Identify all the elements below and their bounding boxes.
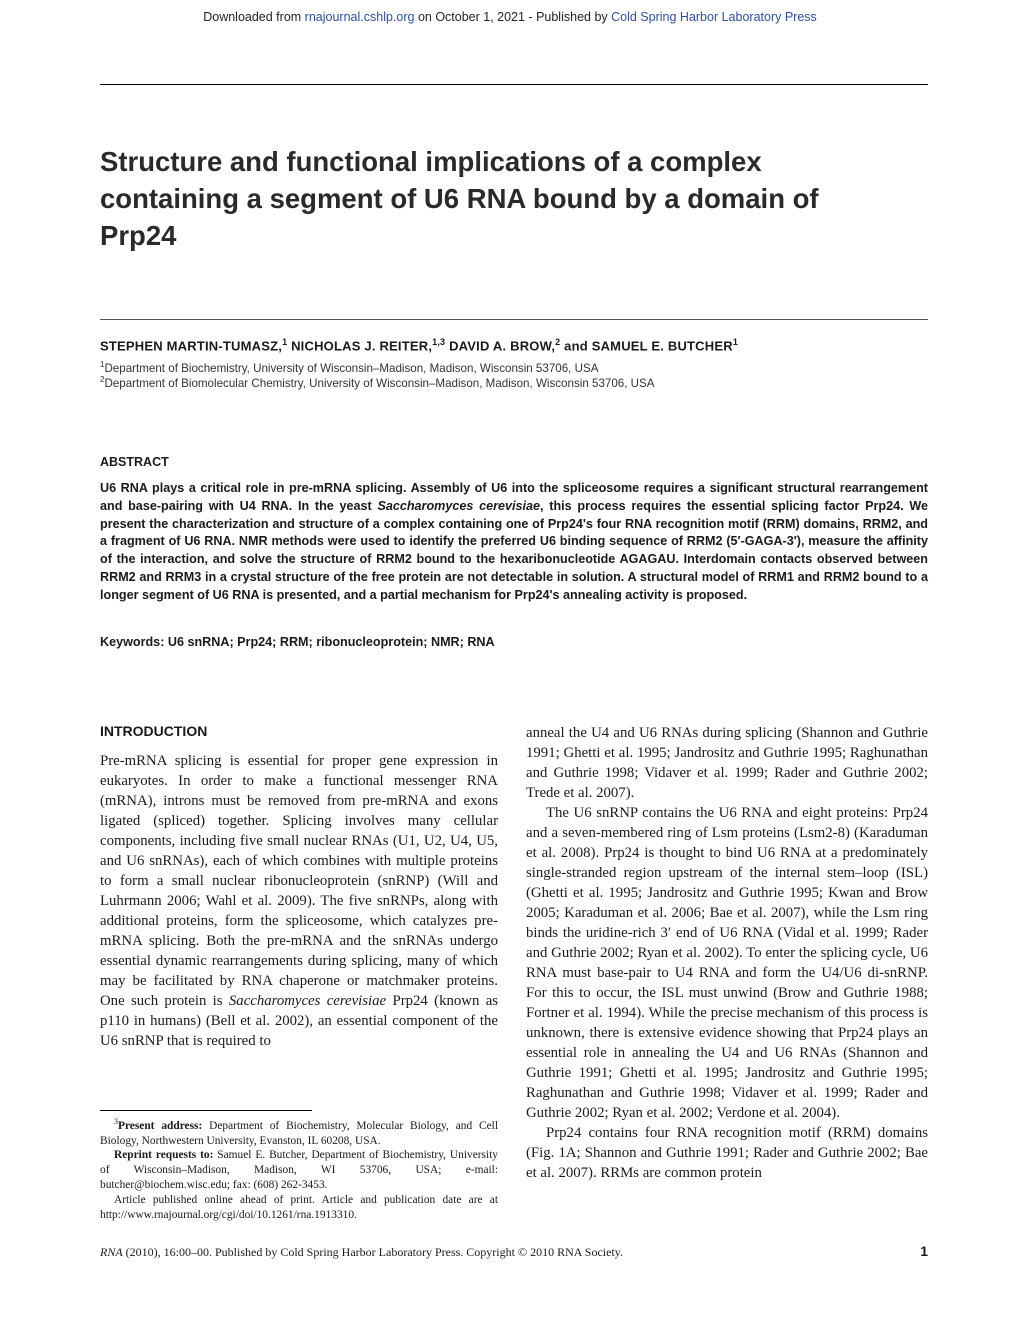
footnotes — [100, 1115, 498, 1222]
abstract-text: , this process requires the essential splicing factor Prp24. We present the characterization and structure of a complex containing one of Prp24's four RNA recognition motif (RRM) domains, RRM2, and a fragment of U6 RNA. NMR methods were used to identify the preferred U6 binding sequence of RRM2 (5′-GAGA-3′), measure the affinity of the interaction, and solve the structure of RRM2 bound to the hexaribonucleotide AGAGAU. Interdomain contacts observed between RRM2 and RRM3 in a crystal structure of the free protein are not detectable in solution. A structural model of RRM1 and RRM2 bound to a longer segment of U6 RNA is presented, and a partial mechanism for Prp24's annealing activity is proposed. — [100, 498, 928, 602]
publisher-link[interactable]: Cold Spring Harbor Laboratory Press — [611, 10, 817, 24]
paragraph-text: Prp24 (known as p110 in humans) (Bell et al. 2002), an essential component of the U6 snRNP that is required to — [100, 993, 499, 1049]
keywords — [100, 635, 928, 649]
introduction-heading: INTRODUCTION — [100, 723, 208, 739]
footnote-reprint — [100, 1148, 498, 1192]
species-name: Saccharomyces cerevisiae — [228, 993, 387, 1009]
left-column — [100, 751, 498, 1051]
affiliation-mark: 2 — [100, 375, 105, 384]
top-divider — [100, 84, 928, 85]
author-affiliation-mark: 1,3 — [432, 337, 446, 347]
author-name: STEPHEN MARTIN-TUMASZ, — [100, 338, 283, 354]
keywords-text: U6 snRNA; Prp24; RRM; ribonucleoprotein; NMR; RNA — [164, 635, 495, 649]
author-list — [100, 337, 928, 353]
footnote-label: Present address: — [118, 1119, 203, 1132]
citation-text: (2010), 16:00–00. Published by Cold Spring Harbor Laboratory Press. Copyright © 2010 RNA Society. — [122, 1245, 623, 1259]
author-name: DAVID A. BROW, — [445, 338, 556, 354]
footnote-divider — [100, 1110, 312, 1111]
body-paragraph — [100, 751, 498, 1051]
affiliation-mark: 1 — [100, 360, 105, 369]
footnote-text: Department of Biochemistry, Molecular Biology, and Cell Biology, Northwestern University, Evanston, IL 60208, USA. — [100, 1119, 498, 1147]
author-affiliation-mark: 2 — [555, 337, 561, 347]
paragraph-text: Pre-mRNA splicing is essential for proper gene expression in eukaryotes. In order to make a functional messenger RNA (mRNA), introns must be removed from pre-mRNA and exons ligated (spliced) together. Splicing involves many cellular components, including five small nuclear RNAs (U1, U2, U4, U5, and U6 snRNAs), each of which combines with multiple proteins to form a small nuclear ribonucleoprotein (snRNP) (Will and Luhrmann 2006; Wahl et al. 2009). The five snRNPs, along with additional proteins, form the spliceosome, which catalyzes pre-mRNA splicing. Both the pre-mRNA and the snRNAs undergo essential dynamic rearrangements during splicing, many of which may be facilitated by RNA chaperone or matchmaker proteins. One such protein is — [100, 753, 498, 1009]
body-paragraph: anneal the U4 and U6 RNAs during splicing (Shannon and Guthrie 1991; Ghetti et al. 1995; Jandrositz and Guthrie 1995; Raghunathan and Guthrie 1998; Vidaver et al. 1999; Rader and Guthrie 2002; Trede et al. 2007). — [526, 725, 928, 801]
abstract-body — [100, 480, 928, 605]
right-column — [526, 723, 928, 1183]
author-affiliation-mark: 1 — [282, 337, 288, 347]
page-number: 1 — [920, 1243, 928, 1259]
footnote-text: Samuel E. Butcher, Department of Biochemistry, University of Wisconsin–Madison, Madison, WI 53706, USA; e-mail: butcher@biochem.wisc.edu; fax: (608) 262-3453. — [100, 1149, 499, 1191]
abstract-text: U6 RNA plays a critical role in pre-mRNA splicing. Assembly of U6 into the spliceosome requires a significant structural rearrangement and base-pairing with U4 RNA. In the yeast — [100, 481, 928, 513]
banner-middle: on October 1, 2021 - Published by — [414, 10, 612, 24]
species-name: Saccharomyces cerevisiae — [377, 498, 541, 513]
footnote-label: Reprint requests to: — [114, 1149, 214, 1162]
body-paragraph: Prp24 contains four RNA recognition motif (RRM) domains (Fig. 1A; Shannon and Guthrie 1991; Rader and Guthrie 2002; Bae et al. 2007). RRMs are common protein — [526, 1125, 928, 1181]
affiliation-text: Department of Biomolecular Chemistry, University of Wisconsin–Madison, Madison, Wisconsin 53706, USA — [104, 376, 655, 390]
download-banner — [0, 10, 1020, 24]
footnote-mark: 3 — [114, 1117, 118, 1126]
keywords-label: Keywords: — [100, 635, 165, 649]
title-divider — [100, 319, 928, 320]
affiliation — [100, 375, 928, 390]
affiliation-text: Department of Biochemistry, University of Wisconsin–Madison, Madison, Wisconsin 53706, USA — [104, 361, 599, 375]
journal-site-link[interactable]: rnajournal.cshlp.org — [304, 10, 415, 24]
page-footer — [100, 1245, 928, 1260]
banner-prefix: Downloaded from — [203, 10, 305, 24]
abstract-heading: ABSTRACT — [100, 455, 169, 469]
author-name: NICHOLAS J. REITER, — [287, 338, 433, 354]
affiliation — [100, 360, 928, 375]
footnote-online: Article published online ahead of print. Article and publication date are at http://www.rnajournal.org/cgi/doi/10.1261/rna.1913310. — [100, 1193, 498, 1221]
author-name: and SAMUEL E. BUTCHER — [560, 338, 733, 354]
footnote-present-address — [100, 1115, 498, 1148]
body-paragraph: The U6 snRNP contains the U6 RNA and eight proteins: Prp24 and a seven-membered ring of Lsm proteins (Lsm2-8) (Karaduman et al. 2008). Prp24 is thought to bind U6 RNA at a predominately single-stranded region upstream of the internal stem–loop (ISL) (Ghetti et al. 1995; Jandrositz and Guthrie 1995; Kwan and Brow 2005; Karaduman et al. 2006; Bae et al. 2007), while the Lsm ring binds the uridine-rich 3′ end of U6 RNA (Vidal et al. 1999; Rader and Guthrie 2002; Ryan et al. 2002). To enter the splicing cycle, U6 RNA must base-pair to U4 RNA and form the U4/U6 di-snRNP. For this to occur, the ISL must unwind (Brow and Guthrie 1988; Fortner et al. 1994). While the precise mechanism of this process is unknown, there is extensive evidence showing that Prp24 plays an essential role in annealing the U4 and U6 RNAs (Shannon and Guthrie 1991; Ghetti et al. 1995; Jandrositz and Guthrie 1995; Raghunathan and Guthrie 1998; Vidaver et al. 1999; Rader and Guthrie 2002; Ryan et al. 2002; Verdone et al. 2004). — [526, 805, 928, 1121]
author-affiliation-mark: 1 — [732, 337, 739, 347]
article-title: Structure and functional implications of a complex containing a segment of U6 RNA bound by a domain of Prp24 — [100, 146, 819, 251]
journal-name: RNA — [100, 1245, 123, 1259]
